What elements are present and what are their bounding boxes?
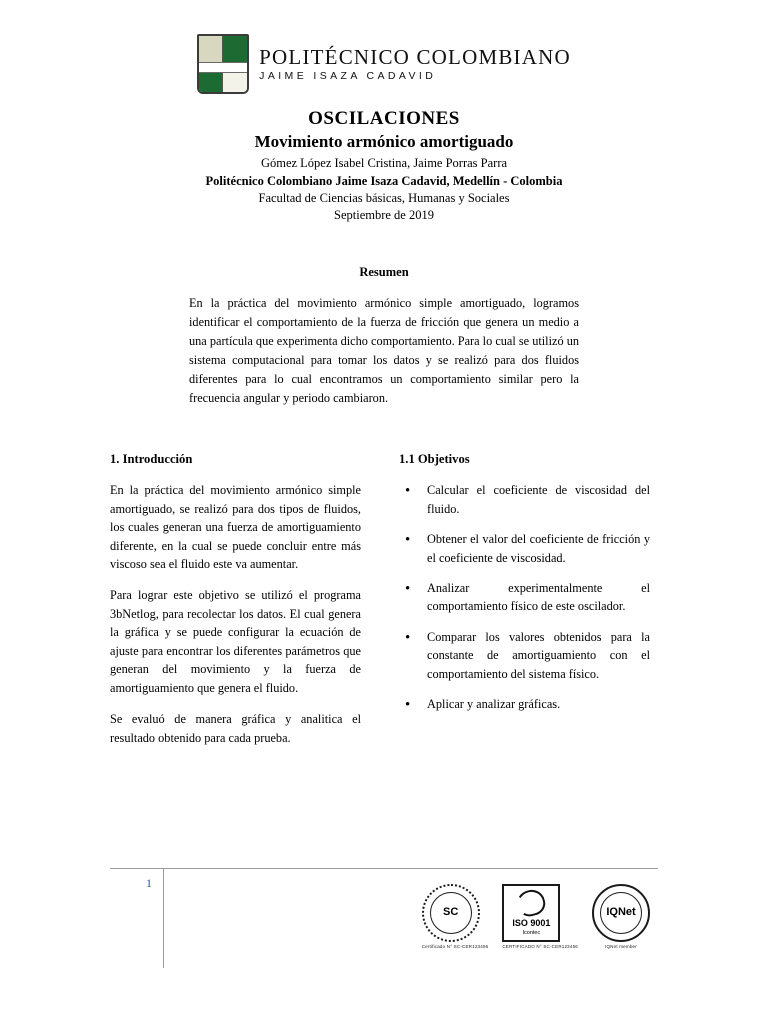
accreditation-seal-icon (422, 884, 480, 942)
affiliation: Politécnico Colombiano Jaime Isaza Cadavid, Medellín - Colombia (205, 174, 563, 188)
publication-date: Septiembre de 2019 (334, 208, 434, 222)
iqnet-seal (592, 884, 650, 949)
title-block (110, 108, 658, 223)
page-number: 1 (146, 876, 152, 890)
icontec-label: Icontec (522, 930, 541, 936)
footer-divider (110, 868, 658, 869)
iso-9001-seal-caption: CERTIFICADO N° SC-CER123456 (502, 944, 578, 949)
abstract-text: En la práctica del movimiento armónico simple amortiguado, logramos identificar el comportamiento de la fuerza de fricción que genera un medio a una partícula que experimenta dicho comportamiento. Para lo cual se utilizó un sistema computacional para tomar los datos y se realizó para dos fluidos diferentes para lo cual encontramos un comportamiento similar pero la frecuencia angular y periodo cambiaron. (189, 296, 579, 406)
certification-seals (422, 884, 650, 949)
institution-name: POLITÉCNICO COLOMBIANO (259, 44, 571, 69)
iqnet-seal-glyph: IQNet (606, 906, 636, 919)
list-item: • Comparar los valores obtenidos para la constante de amortiguamiento con el comportamiento del sistema físico. (399, 628, 650, 683)
list-item: • Calcular el coeficiente de viscosidad del fluido. (399, 481, 650, 518)
introduction-paragraph-1: En la práctica del movimiento armónico simple amortiguado, se realizó para dos tipos de fluidos, los cuales generan una fuerza de amortiguamiento diferente, en la cual se puede concluir entre más viscoso sea el fluido este va aumentar. (110, 483, 361, 572)
iso-9001-seal (502, 884, 578, 949)
objectives-list (399, 481, 650, 713)
page-subtitle: Movimiento armónico amortiguado (254, 132, 514, 151)
iqnet-seal-caption: IQNet member (605, 944, 637, 949)
iso-9001-label: ISO 9001 (512, 918, 551, 928)
column-objectives (399, 452, 650, 760)
institution-logo (110, 34, 658, 94)
list-item: • Aplicar y analizar gráficas. (399, 695, 650, 713)
body-columns (110, 452, 658, 760)
column-introduction (110, 452, 361, 760)
footer-vertical-rule (163, 868, 164, 968)
list-item: • Obtener el valor del coeficiente de fricción y el coeficiente de viscosidad. (399, 530, 650, 567)
abstract-heading: Resumen (359, 265, 409, 279)
institution-name-secondary: JAIME ISAZA CADAVID (259, 70, 437, 83)
authors: Gómez López Isabel Cristina, Jaime Porras Parra (260, 156, 508, 170)
accreditation-seal-caption: Certificado N° SC-CER123456 (421, 944, 489, 949)
page-title: OSCILACIONES (308, 108, 460, 129)
icontec-accreditation-seal (422, 884, 489, 949)
iso-9001-seal-icon (502, 884, 560, 942)
introduction-paragraph-3: Se evaluó de manera gráfica y analitica el resultado obtenido para cada prueba. (110, 712, 361, 745)
introduction-heading: 1. Introducción (110, 452, 193, 467)
faculty: Facultad de Ciencias básicas, Humanas y Sociales (258, 191, 510, 205)
accreditation-seal-glyph: SC (442, 906, 459, 919)
objectives-heading: 1.1 Objetivos (399, 452, 470, 467)
abstract-section (189, 265, 579, 408)
list-item: • Analizar experimentalmente el comportamiento físico de este oscilador. (399, 579, 650, 616)
icontec-mark-icon (514, 887, 548, 919)
institution-logo-text (259, 46, 571, 82)
iqnet-seal-icon (592, 884, 650, 942)
institution-crest-icon (197, 34, 249, 94)
introduction-paragraph-2: Para lograr este objetivo se utilizó el programa 3bNetlog, para recolectar los datos. El cual genera la gráfica y se puede configurar la ecuación de ajuste para encontrar los diferentes parámetros que generan del movimiento y la fuerza de amortiguamiento que genera el fluido. (110, 588, 361, 695)
